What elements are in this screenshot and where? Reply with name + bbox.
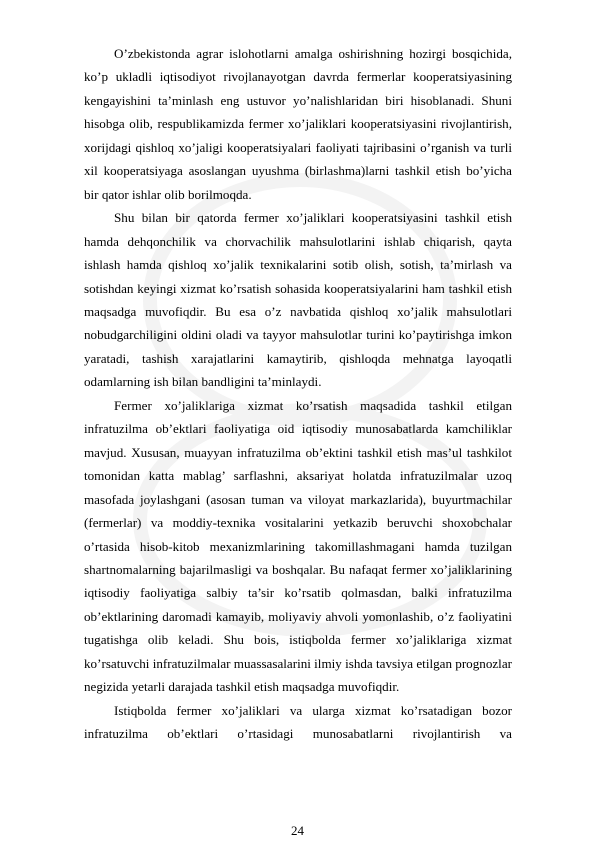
paragraph-3: Fermer xo’jaliklariga xizmat ko’rsatish maqsadida tashkil etilgan infratuzilma ob’ektlari faoliyatiga oid iqtisodiy munosabatlarda kamchiliklar mavjud. Xususan, muayyan infratuzilma ob’ektini tashkil etish mas’ul tashkilot tomonidan katta mablag’ sarflashni, aksariyat holatda infratuzilmalar uzoq masofada joylashgani (asosan tuman va viloyat markazlarida), buyurtmachilar (fermerlar) va moddiy-texnika vositalarini yetkazib beruvchi shoxobchalar o’rtasida hisob-kitob mexanizmlarining takomillashmagani hamda tuzilgan shartnomalarning bajarilmasligi va boshqalar. Bu nafaqat fermer xo’jaliklarining iqtisodiy faoliyatiga salbiy ta’sir ko’rsatib qolmasdan, balki infratuzilma ob’ektlarining daromadi kamayib, moliyaviy ahvoli yomonlashib, o’z faoliyatini tugatishga olib keladi. Shu bois, istiqbolda fermer xo’jaliklariga xizmat ko’rsatuvchi infratuzilmalar muassasalarini ilmiy ishda tavsiya etilgan prognozlar negizida yetarli darajada tashkil etish maqsadga muvofiqdir. — [84, 397, 512, 695]
paragraph-4: Istiqbolda fermer xo’jaliklari va ularga xizmat ko’rsatadigan bozor infratuzilma ob’ektlari o’rtasidagi munosabatlarni rivojlantirish va — [84, 702, 512, 742]
document-body — [84, 42, 512, 746]
page-number: 24 — [291, 823, 304, 838]
paragraph-1: O’zbekistonda agrar islohotlarni amalga oshirishning hozirgi bosqichida, ko’p ukladli iqtisodiyot rivojlanayotgan davrda fermerlar kooperatsiyasining kengayishini ta’minlash eng ustuvor yo’nalishlaridan biri hisoblanadi. Shuni hisobga olib, respublikamizda fermer xo’jaliklari kooperatsiyasini rivojlantirish, xorijdagi qishloq xo’jaligi kooperatsiyalari faoliyati tajribasini o’rganish va turli xil kooperatsiyaga asoslangan uyushma (birlashma)larni tashkil etish bo’yicha bir qator ishlar olib borilmoqda. — [84, 46, 512, 202]
paragraph-2: Shu bilan bir qatorda fermer xo’jaliklari kooperatsiyasini tashkil etish hamda dehqonchilik va chorvachilik mahsulotlarini ishlab chiqarish, qayta ishlash hamda qishloq xo’jalik texnikalarini sotib olish, sotish, ta’mirlash va sotishdan keyingi xizmat ko’rsatish sohasida kooperatsiyalarini ham tashkil etish maqsadga muvofiqdir. Bu esa o’z navbatida qishloq xo’jalik mahsulotlari nobudgarchiligini oldini oladi va tayyor mahsulotlar turini ko’paytirishga imkon yaratadi, tashish xarajatlarini kamaytirib, qishloqda mehnatga layoqatli odamlarning ish bilan bandligini ta’minlaydi. — [84, 210, 512, 390]
